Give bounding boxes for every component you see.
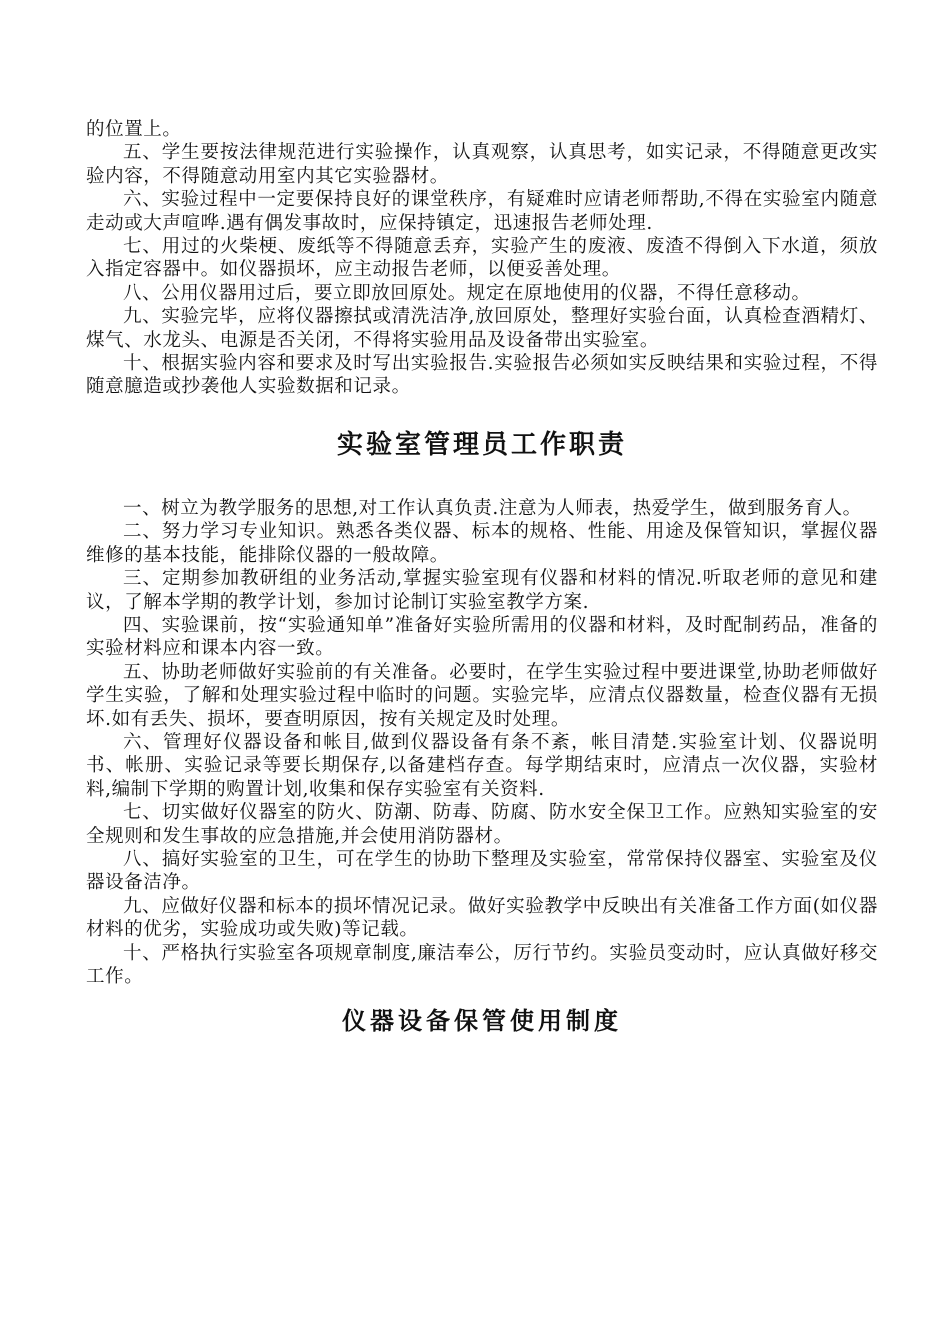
lab-manager-duties bbox=[86, 497, 878, 989]
lab-rules-continued bbox=[86, 118, 878, 399]
duty-8: 八、搞好实验室的卫生，可在学生的协助下整理及实验室，常常保持仪器室、实验室及仪器设备洁净。 bbox=[86, 848, 878, 894]
rule-5: 五、学生要按法律规范进行实验操作，认真观察，认真思考，如实记录，不得随意更改实验内容，不得随意动用室内其它实验器材。 bbox=[86, 142, 878, 187]
duty-6: 六、管理好仪器设备和帐目,做到仪器设备有条不紊，帐目清楚.实验室计划、仪器说明书、帐册、实验记录等要长期保存,以备建档存查。每学期结束时，应清点一次仪器，实验材料,编制下学期的购置计划,收集和保存实验室有关资料. bbox=[86, 731, 878, 800]
duty-2: 二、努力学习专业知识。熟悉各类仪器、标本的规格、性能、用途及保管知识，掌握仪器维修的基本技能，能排除仪器的一般故障。 bbox=[86, 521, 878, 566]
paragraph-continuation: 的位置上。 bbox=[86, 119, 182, 140]
rule-8: 八、公用仪器用过后，要立即放回原处。规定在原地使用的仪器，不得任意移动。 bbox=[123, 282, 811, 304]
rule-7: 七、用过的火柴梗、废纸等不得随意丢弃，实验产生的废液、废渣不得倒入下水道，须放入指定容器中。如仪器损坏，应主动报告老师，以便妥善处理。 bbox=[86, 236, 878, 281]
section-title-equipment-custody: 仪器设备保管使用制度 bbox=[342, 1006, 622, 1036]
rule-10: 十、根据实验内容和要求及时写出实验报告.实验报告必须如实反映结果和实验过程，不得随意臆造或抄袭他人实验数据和记录。 bbox=[86, 353, 878, 398]
rule-6: 六、实验过程中一定要保持良好的课堂秩序，有疑难时应请老师帮助,不得在实验室内随意走动或大声喧哗.遇有偶发事故时，应保持镇定，迅速报告老师处理. bbox=[86, 189, 878, 234]
duty-1: 一、树立为教学服务的思想,对工作认真负责.注意为人师表，热爱学生，做到服务育人。 bbox=[123, 497, 862, 519]
section-title-lab-manager-duties: 实验室管理员工作职责 bbox=[336, 429, 627, 460]
duty-9: 九、应做好仪器和标本的损坏情况记录。做好实验教学中反映出有关准备工作方面(如仪器材料的优劣，实验成功或失败)等记载。 bbox=[86, 895, 878, 941]
duty-7: 七、切实做好仪器室的防火、防潮、防毒、防腐、防水安全保卫工作。应熟知实验室的安全规则和发生事故的应急措施,并会使用消防器材。 bbox=[86, 802, 878, 847]
duty-3: 三、定期参加教研组的业务活动,掌握实验室现有仪器和材料的情况.听取老师的意见和建议，了解本学期的教学计划，参加讨论制订实验室教学方案. bbox=[86, 568, 878, 613]
document-page bbox=[86, 118, 878, 1036]
duty-4: 四、实验课前，按“实验通知单”准备好实验所需用的仪器和材料，及时配制药品，准备的实验材料应和课本内容一致。 bbox=[86, 614, 878, 660]
duty-10: 十、严格执行实验室各项规章制度,廉洁奉公，厉行节约。实验员变动时，应认真做好移交工作。 bbox=[86, 942, 878, 987]
duty-5: 五、协助老师做好实验前的有关准备。必要时，在学生实验过程中要进课堂,协助老师做好学生实验，了解和处理实验过程中临时的问题。实验完毕，应清点仪器数量，检查仪器有无损坏.如有丢失、损坏，要查明原因，按有关规定及时处理。 bbox=[86, 661, 878, 730]
rule-9: 九、实验完毕，应将仪器擦拭或清洗洁净,放回原处，整理好实验台面，认真检查酒精灯、煤气、水龙头、电源是否关闭，不得将实验用品及设备带出实验室。 bbox=[86, 306, 878, 351]
